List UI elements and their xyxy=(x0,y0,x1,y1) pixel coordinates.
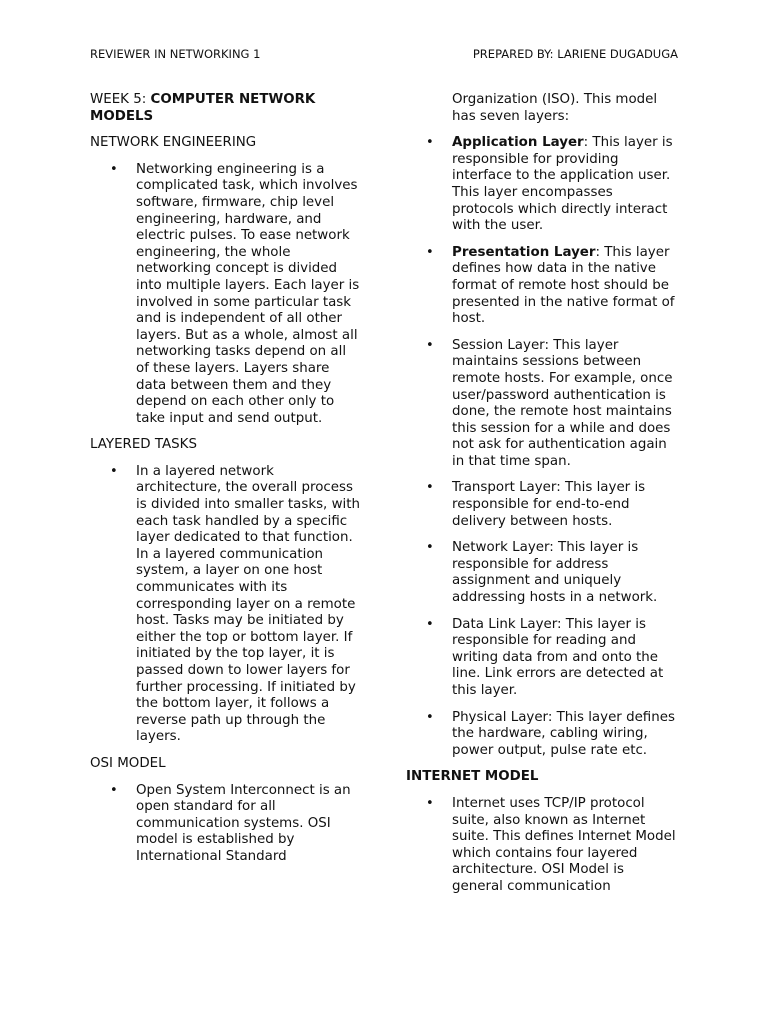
page-header-left: REVIEWER IN NETWORKING 1 xyxy=(90,47,261,61)
week-prefix: WEEK 5: xyxy=(90,92,151,107)
section-heading-internet-model: INTERNET MODEL xyxy=(406,769,539,785)
layer-name: Physical Layer xyxy=(452,709,548,725)
layer-item-data-link xyxy=(406,617,678,700)
list-item: • Networking engineering is a complicated task, which involves software, firmware, chip level engineering, hardware, and electric pulses. To ease network engineering, the whole networking concept is divided into multiple layers. Each layer is involved in some particular task and is independent of all other layers. But as a whole, almost all networking tasks depend on all of these layers. Layers share data between them and they depend on each other only to take input and send output. xyxy=(90,162,362,428)
section-heading-layered-tasks: LAYERED TASKS xyxy=(90,437,197,453)
layer-desc: : This layer maintains sessions between remote hosts. For example, once user/password authentication is done, the remote host maintains this session for a while and does not ask for authentication again in that time span. xyxy=(452,337,673,469)
layer-item-session xyxy=(406,338,678,471)
osi-layers-list xyxy=(406,135,678,759)
layer-desc: : This layer defines how data in the native format of remote host should be presented in the native format of host. xyxy=(452,244,675,327)
layer-desc: : This layer is responsible for providing interface to the application user. This layer encompasses protocols which directly interact with the user. xyxy=(452,135,673,234)
page-header-right: PREPARED BY: LARIENE DUGADUGA xyxy=(472,47,678,61)
list-item: • In a layered network architecture, the overall process is divided into smaller tasks, with each task handled by a specific layer dedicated to that function. In a layered communication system, a layer on one host communicates with its corresponding layer on a remote host. Tasks may be initiated by either the top or bottom layer. If initiated by the top layer, it is passed down to lower layers for further processing. If initiated by the bottom layer, it follows a reverse path up through the layers. xyxy=(90,464,362,746)
layer-item-physical xyxy=(406,710,678,760)
list-item: • Open System Interconnect is an open standard for all communication systems. OSI model is established by International Standard xyxy=(90,783,362,866)
osi-model-list xyxy=(90,783,362,866)
layer-name: Application Layer xyxy=(452,135,584,151)
layered-tasks-list xyxy=(90,464,362,746)
layer-item-network xyxy=(406,540,678,606)
left-column xyxy=(90,92,362,876)
section-heading-network-engineering: NETWORK ENGINEERING xyxy=(90,135,257,151)
internet-model-list xyxy=(406,796,678,896)
layer-desc: : This layer is responsible for reading and writing data from and onto the line. Link errors are detected at this layer. xyxy=(452,616,664,698)
layer-name: Transport Layer xyxy=(452,480,557,496)
layer-item-transport xyxy=(406,480,678,530)
layer-item-presentation xyxy=(406,245,678,328)
layer-item-application xyxy=(406,135,678,235)
layer-name: Presentation Layer xyxy=(452,244,596,260)
layer-name: Network Layer xyxy=(452,540,550,556)
section-heading-osi-model: OSI MODEL xyxy=(90,755,166,771)
network-engineering-list xyxy=(90,162,362,428)
layer-name: Session Layer xyxy=(452,337,545,353)
layer-desc: : This layer is responsible for end-to-end delivery between hosts. xyxy=(452,480,646,529)
osi-continued-text: Organization (ISO). This model has seven layers: xyxy=(452,92,658,124)
week-title xyxy=(90,92,362,125)
layer-desc: : This layer defines the hardware, cabling wiring, power output, pulse rate etc. xyxy=(452,709,675,758)
list-item: • Internet uses TCP/IP protocol suite, also known as Internet suite. This defines Internet Model which contains four layered architecture. OSI Model is general communication xyxy=(406,796,678,896)
week-topic: COMPUTER NETWORK MODELS xyxy=(90,92,316,124)
right-column xyxy=(406,92,678,906)
layer-desc: : This layer is responsible for address assignment and uniquely addressing hosts in a network. xyxy=(452,540,658,606)
layer-name: Data Link Layer xyxy=(452,616,558,632)
